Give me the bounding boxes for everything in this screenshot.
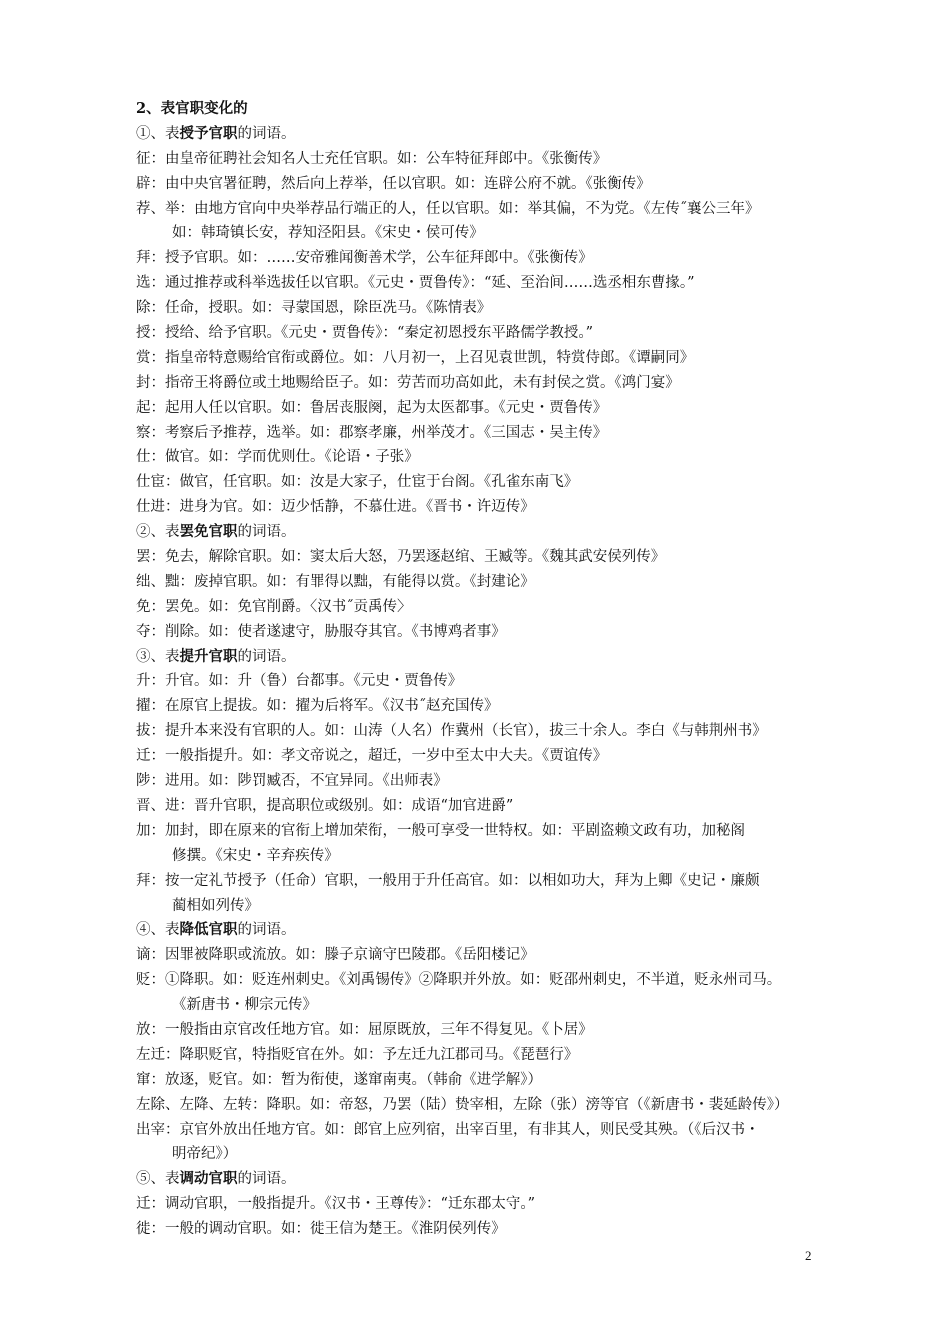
entry-continuation: 如：韩琦镇长安，荐知泾阳县。《宋史・侯可传》 [172, 225, 484, 242]
subsection-keyword: 授予官职 [179, 124, 238, 142]
subsection-keyword: 调动官职 [179, 1170, 238, 1188]
subsection-suffix: 的词语。 [237, 1171, 296, 1188]
term-entry: 迁：一般指提升。如：孝文帝说之，超迁，一岁中至太中大夫。《贾谊传》 [136, 748, 608, 765]
term-entry: 征：由皇帝征聘社会知名人士充任官职。如：公车特征拜郎中。《张衡传》 [136, 150, 608, 167]
subsection-prefix: ③、表 [136, 648, 180, 665]
term-entry: 仕进：进身为官。如：迈少恬静，不慕仕进。《晋书・许迈传》 [136, 499, 535, 516]
document-body [136, 97, 822, 1242]
term-entry: 陟：进用。如：陟罚臧否，不宜异同。《出师表》 [136, 773, 448, 790]
subsection-heading [136, 520, 822, 545]
subsection-keyword: 降低官职 [179, 921, 238, 939]
term-entry: 仕宦：做官，任官职。如：汝是大家子，仕宦于台阁。《孔雀东南飞》 [136, 474, 579, 491]
term-entry: 夺：削除。如：使者遂逮守，胁服夺其官。《书博鸡者事》 [136, 623, 506, 640]
subsection-heading [136, 1167, 822, 1192]
term-entry: 封：指帝王将爵位或土地赐给臣子。如：劳苦而功高如此，未有封侯之赏。《鸿门宴》 [136, 374, 680, 391]
term-entry: 辟：由中央官署征聘，然后向上荐举，任以官职。如：连辟公府不就。《张衡传》 [136, 175, 651, 192]
subsection-keyword: 罢免官职 [179, 523, 238, 541]
term-entry: 升：升官。如：升（鲁）台都事。《元史・贾鲁传》 [136, 673, 463, 690]
term-entry: 赏：指皇帝特意赐给官衔或爵位。如：八月初一，上召见袁世凯，特赏侍郎。《谭嗣同》 [136, 349, 695, 366]
term-entry: 放：一般指由京官改任地方官。如：屈原既放，三年不得复见。《卜居》 [136, 1021, 593, 1038]
term-entry: 贬：①降职。如：贬连州刺史。《刘禹锡传》②降职并外放。如：贬邵州刺史，不半道，贬永州司马。 [136, 972, 782, 989]
term-entry: 晋、进：晋升官职，提高职位或级别。如：成语“加官进爵” [136, 797, 514, 814]
subsection-suffix: 的词语。 [237, 648, 296, 665]
subsection-suffix: 的词语。 [237, 125, 296, 142]
term-entry: 免：罢免。如：免官削爵。〈汉书˝贡禹传〉 [136, 598, 412, 615]
term-entry: 拔：提升本来没有官职的人。如：山涛（人名）作冀州（长官），拔三十余人。李白《与韩荆州书》 [136, 723, 767, 740]
subsection-suffix: 的词语。 [237, 524, 296, 541]
subsection-suffix: 的词语。 [237, 922, 296, 939]
term-entry: 擢：在原官上提拔。如：擢为后将军。《汉书˝赵充国传》 [136, 698, 499, 715]
term-entry: 授：授给、给予官职。《元史・贾鲁传》：“秦定初恩授东平路儒学教授。” [136, 325, 594, 342]
term-entry: 选：通过推荐或科举选拔任以官职。《元史・贾鲁传》：“延、至治间……选丞相东曹掾。” [136, 275, 695, 292]
term-entry: 起：起用人任以官职。如：鲁居丧服阕，起为太医都事。《元史・贾鲁传》 [136, 399, 608, 416]
term-entry: 仕：做官。如：学而优则仕。《论语・子张》 [136, 449, 419, 466]
page-number: 2 [805, 1248, 812, 1263]
term-entry: 绌、黜：废掉官职。如：有罪得以黜，有能得以赏。《封建论》 [136, 573, 535, 590]
term-entry: 左迁：降职贬官，特指贬官在外。如：予左迁九江郡司马。《琵琶行》 [136, 1046, 579, 1063]
section-title: 2、表官职变化的 [136, 100, 248, 117]
subsection-heading [136, 918, 822, 943]
entry-continuation: 《新唐书・柳宗元传》 [172, 997, 317, 1014]
term-entry: 拜：按一定礼节授予（任命）官职，一般用于升任高官。如：以相如功大，拜为上卿《史记・廉颇 [136, 872, 760, 889]
term-entry: 左除、左降、左转：降职。如：帝怒，乃罢（陆）贽宰相，左除（张）滂等官（《新唐书・裴延龄传》） [136, 1096, 789, 1113]
entry-continuation: 修撰。《宋史・辛弃疾传》 [172, 847, 339, 864]
term-entry: 罢：免去，解除官职。如：窦太后大怒，乃罢逐赵绾、王臧等。《魏其武安侯列传》 [136, 549, 666, 566]
subsection-prefix: ④、表 [136, 922, 180, 939]
subsection-keyword: 提升官职 [179, 647, 238, 665]
term-entry: 除：任命，授职。如：寻蒙国恩，除臣冼马。《陈情表》 [136, 300, 492, 317]
term-entry: 荐、举：由地方官向中央举荐品行端正的人，任以官职。如：举其偏，不为党。《左传˝襄公三年》 [136, 200, 760, 217]
entry-continuation: 蔺相如列传》 [172, 897, 259, 914]
term-entry: 察：考察后予推荐，选举。如：郡察孝廉，州举茂才。《三国志・吴主传》 [136, 424, 608, 441]
term-entry: 拜：授予官职。如：……安帝雅闻衡善术学，公车征拜郎中。《张衡传》 [136, 250, 593, 267]
entry-continuation: 明帝纪》） [172, 1146, 238, 1163]
subsection-heading [136, 122, 822, 147]
subsection-prefix: ②、表 [136, 524, 180, 541]
term-entry: 迁：调动官职，一般指提升。《汉书・王尊传》：“迁东郡太守。” [136, 1196, 536, 1213]
subsection-prefix: ⑤、表 [136, 1171, 180, 1188]
term-entry: 加：加封，即在原来的官衔上增加荣衔，一般可享受一世特权。如：平剧盗赖文政有功，加秘阁 [136, 822, 745, 839]
subsection-prefix: ①、表 [136, 125, 180, 142]
term-entry: 徙：一般的调动官职。如：徙王信为楚王。《淮阴侯列传》 [136, 1221, 506, 1238]
term-entry: 窜：放逐，贬官。如：暂为衔使，遂窜南夷。（韩俞《进学解》） [136, 1071, 542, 1088]
term-entry: 出宰：京官外放出任地方官。如：郎官上应列宿，出宰百里，有非其人，则民受其殃。（《后汉书・ [136, 1121, 760, 1138]
subsection-heading [136, 645, 822, 670]
term-entry: 谪：因罪被降职或流放。如：滕子京谪守巴陵郡。《岳阳楼记》 [136, 947, 535, 964]
